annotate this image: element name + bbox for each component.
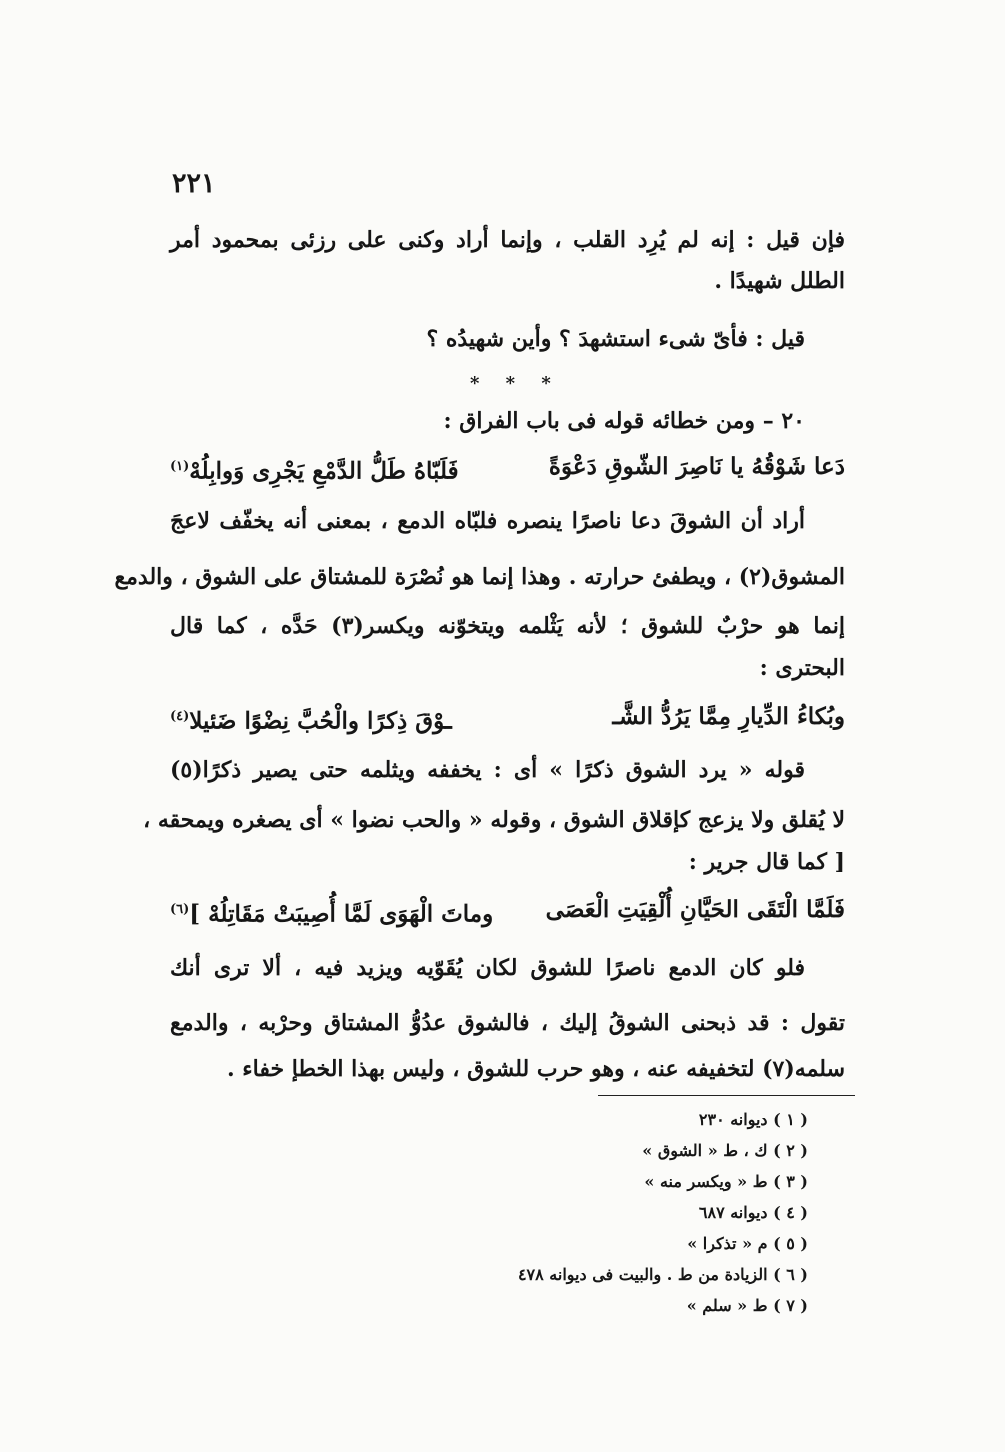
verse-2-second-hemistich: ـوْقَ ذِكرًا والْحُبَّ نِضْوًا ضَئيلا$^{(٤)}$ — [170, 707, 452, 735]
verse-3 — [170, 893, 845, 932]
footnote-3: ( ٣ ) ط « ويكسر منه » — [644, 1172, 808, 1191]
footnote-2: ( ٢ ) ك ، ط « الشوق » — [642, 1141, 808, 1160]
paragraph-5-line-1: فلو كان الدمع ناصرًا للشوق لكان يُقَوّيه ويزيد فيه ، ألا ترى أنك — [170, 955, 805, 981]
page-number: ٢٢١ — [172, 168, 216, 199]
paragraph-4-line-2: لا يُقلق ولا يزعج كإقلاق الشوق ، وقوله « والحب نضوا » أى يصغره ويمحقه ، — [143, 807, 845, 833]
verse-2-first-hemistich: وبُكاءُ الدِّيارِ مِمَّا يَرُدُّ الشَّـ — [612, 703, 845, 730]
footnote-ref-4: (٤) — [170, 709, 190, 724]
paragraph-2: قيل : فأىّ شىء استشهدَ ؟ وأين شهيدُه ؟ — [426, 326, 805, 352]
verse-3-second-hemistich: وماتَ الْهَوَى لَمَّا أُصِيبَتْ مَقَاتِلُهْ ]$^{(٦)}$ — [170, 900, 494, 928]
verse-1-second-hemistich: فَلَبّاهُ طَلُّ الدَّمْعِ يَجْرِى وَوابِلُهْ$^{(١)}$ — [170, 457, 459, 485]
paragraph-4-line-1: قوله « يرد الشوق ذكرًا » أى : يخففه ويثلمه حتى يصير ذكرًا(٥) — [170, 757, 805, 783]
footnote-ref-1: (١) — [170, 459, 190, 474]
footnote-6: ( ٦ ) الزيادة من ط . والبيت فى ديوانه ٤٧٨ — [517, 1265, 808, 1284]
footnote-1: ( ١ ) ديوانه ٢٣٠ — [698, 1110, 808, 1129]
footnote-divider — [598, 1095, 855, 1096]
paragraph-1-line-2: الطلل شهيدًا . — [714, 268, 845, 294]
separator-stars: * * * — [470, 373, 561, 394]
paragraph-3-line-4: البحترى : — [759, 655, 845, 681]
footnote-ref-6: (٦) — [170, 902, 190, 917]
paragraph-4-line-3: [ كما قال جرير : — [688, 849, 845, 875]
footnote-4: ( ٤ ) ديوانه ٦٨٧ — [698, 1203, 808, 1222]
paragraph-3-line-2: المشوق(٢) ، ويطفئ حرارته . وهذا إنما هو نُصْرَة للمشتاق على الشوق ، والدمع — [114, 564, 845, 590]
verse-3-first-hemistich: فَلَمَّا الْتَقَى الحَيَّانِ أُلْقِيَتِ الْعَصَى — [545, 896, 845, 923]
paragraph-3-line-1: أراد أن الشوقَ دعا ناصرًا ينصره فلبّاه الدمع ، بمعنى أنه يخفّف لاعجَ — [170, 508, 805, 534]
footnote-7: ( ٧ ) ط « سلم » — [686, 1296, 808, 1315]
paragraph-1-line-1: فإن قيل : إنه لم يُرِد القلب ، وإنما أراد وكنى على رزئى بمحمود أمر — [170, 227, 845, 253]
footnote-5: ( ٥ ) م « تذكرا » — [687, 1234, 808, 1253]
paragraph-5-line-2: تقول : قد ذبحنى الشوقُ إليك ، فالشوق عدُوُّ المشتاق وحرْبه ، والدمع — [170, 1010, 845, 1036]
verse-1-first-hemistich: دَعا شَوْقُهُ يا نَاصِرَ الشّوقِ دَعْوَةً — [548, 453, 845, 480]
paragraph-5-line-3: سلمه(٧) لتخفيفه عنه ، وهو حرب للشوق ، وليس بهذا الخطإ خفاء . — [226, 1056, 845, 1082]
section-20-heading: ٢٠ – ومن خطائه قوله فى باب الفراق : — [443, 408, 805, 434]
verse-2 — [170, 700, 845, 739]
paragraph-3-line-3: إنما هو حرْبٌ للشوق ؛ لأنه يَثْلمه ويتخوّنه ويكسر(٣) حَدَّه ، كما قال — [170, 613, 846, 639]
verse-1 — [170, 450, 845, 489]
